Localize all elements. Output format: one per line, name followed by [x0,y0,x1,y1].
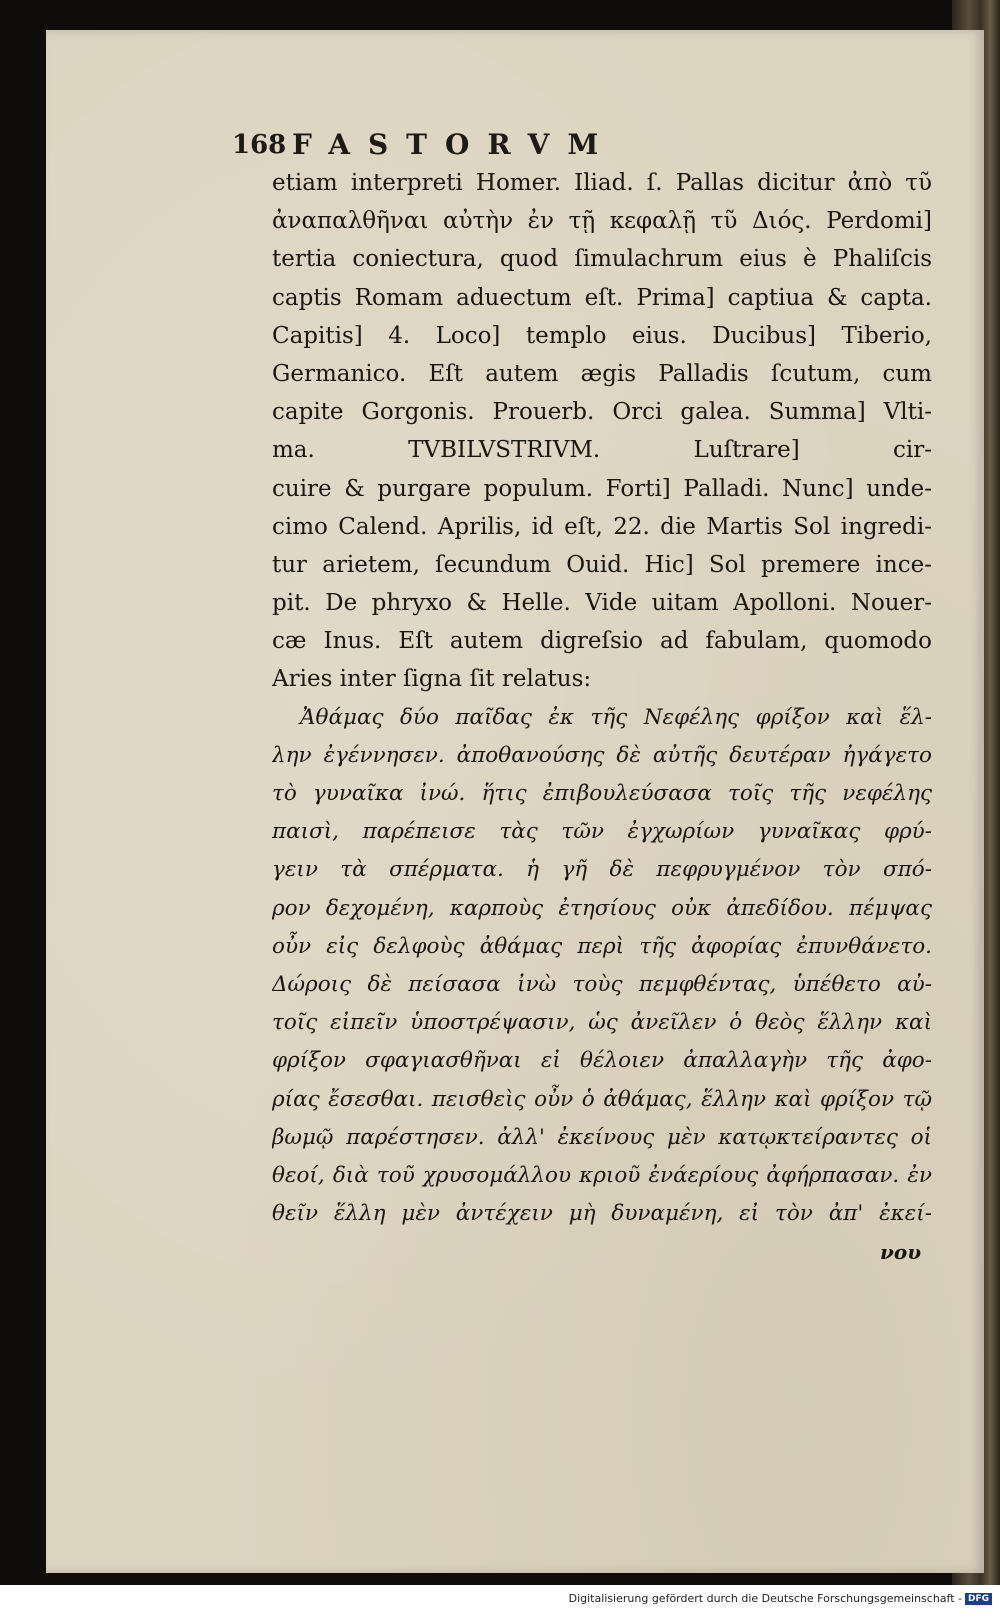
latin-line: tertia coniectura, quod ſimulachrum eius è Phaliſcis [272,246,932,273]
catchword: νου [880,1240,922,1264]
latin-line: Aries inter ſigna ſit relatus: [272,666,592,693]
latin-line: cæ Inus. Eſt autem digreſsio ad fabulam, quomodo [272,628,932,655]
digitization-credit [569,1592,992,1605]
latin-line: captis Romam aduectum eſt. Prima] captiua & capta. [272,284,932,311]
greek-line: Δώροις δὲ πείσασα ἰνὼ τοὺς πεμφθέντας, ὑπέθετο αὐ- [272,971,932,997]
greek-line: ρίας ἔσεσθαι. πεισθεὶς οὖν ὁ ἀθάμας, ἕλλην καὶ φρίξον τῷ [272,1086,932,1112]
latin-line: tur arietem, ſecundum Ouid. Hic] Sol premere ince- [272,551,932,578]
greek-line: Ἀθάμας δύο παῖδας ἐκ τῆς Νεφέλης φρίξον καὶ ἕλ- [300,704,932,730]
latin-line: capite Gorgonis. Prouerb. Orci galea. Summa] Vlti- [272,399,932,426]
body-text [272,164,932,1233]
greek-line: οὖν εἰς δελφοὺς ἀθάμας περὶ τῆς ἀφορίας ἐπυνθάνετο. [272,933,932,959]
latin-line: Germanico. Eſt autem ægis Palladis ſcutum, cum [272,360,932,387]
greek-line: ρον δεχομένη, καρποὺς ἐτησίους οὐκ ἀπεδίδου. πέμψας [272,895,932,921]
greek-line: λην ἐγέννησεν. ἀποθανούσης δὲ αὐτῆς δευτέραν ἠγάγετο [272,742,932,768]
greek-line: τὸ γυναῖκα ἰνώ. ἥτις ἐπιβουλεύσασα τοῖς τῆς νεφέλης [272,781,932,806]
latin-line: pit. De phryxo & Helle. Vide uitam Apolloni. Nouer- [272,590,932,617]
page-header [232,112,832,164]
page-number: 168 [232,130,287,160]
greek-line: φρίξον σφαγιασθῆναι εἰ θέλοιεν ἀπαλλαγὴν τῆς ἀφο- [272,1048,932,1074]
latin-line: ma. TVBILVSTRIVM. Luſtrare] cir- [272,437,932,464]
latin-line: etiam interpreti Homer. Iliad. ſ. Pallas dicitur ἀπὸ τῦ [272,170,932,196]
credit-text: Digitalisierung gefördert durch die Deutsche Forschungsgemeinschaft - [568,1592,962,1605]
running-title: FASTORVM [292,128,617,161]
greek-line: βωμῷ παρέστησεν. ἀλλ' ἐκείνους μὲν κατῳκτείραντες οἱ [272,1124,932,1150]
greek-line: παισὶ, παρέπεισε τὰς τῶν ἐγχωρίων γυναῖκας φρύ- [272,819,932,845]
dfg-logo[interactable]: DFG [965,1593,992,1605]
greek-line: τοῖς εἰπεῖν ὑποστρέψασιν, ὡς ἀνεῖλεν ὁ θεὸς ἕλλην καὶ [272,1010,932,1036]
latin-line: Capitis] 4. Loco] templo eius. Ducibus] Tiberio, [272,322,932,349]
greek-line: θεοί, διὰ τοῦ χρυσομάλλου κριοῦ ἐνάερίους ἀφήρπασαν. ἐν [272,1162,932,1188]
latin-line: cimo Calend. Aprilis, id eſt, 22. die Martis Sol ingredi- [272,513,932,540]
latin-line: cuire & purgare populum. Forti] Palladi. Nunc] unde- [272,475,932,502]
latin-line: ἀναπαλθῆναι αὐτὴν ἐν τῇ κεφαλῇ τῦ Διός. Perdomi] [272,208,932,235]
greek-line: γειν τὰ σπέρματα. ἡ γῆ δὲ πεφρυγμένον τὸν σπό- [272,857,932,883]
greek-line: θεῖν ἕλλη μὲν ἀντέχειν μὴ δυναμένη, εἰ τὸν ἀπ' ἐκεί- [272,1201,932,1227]
